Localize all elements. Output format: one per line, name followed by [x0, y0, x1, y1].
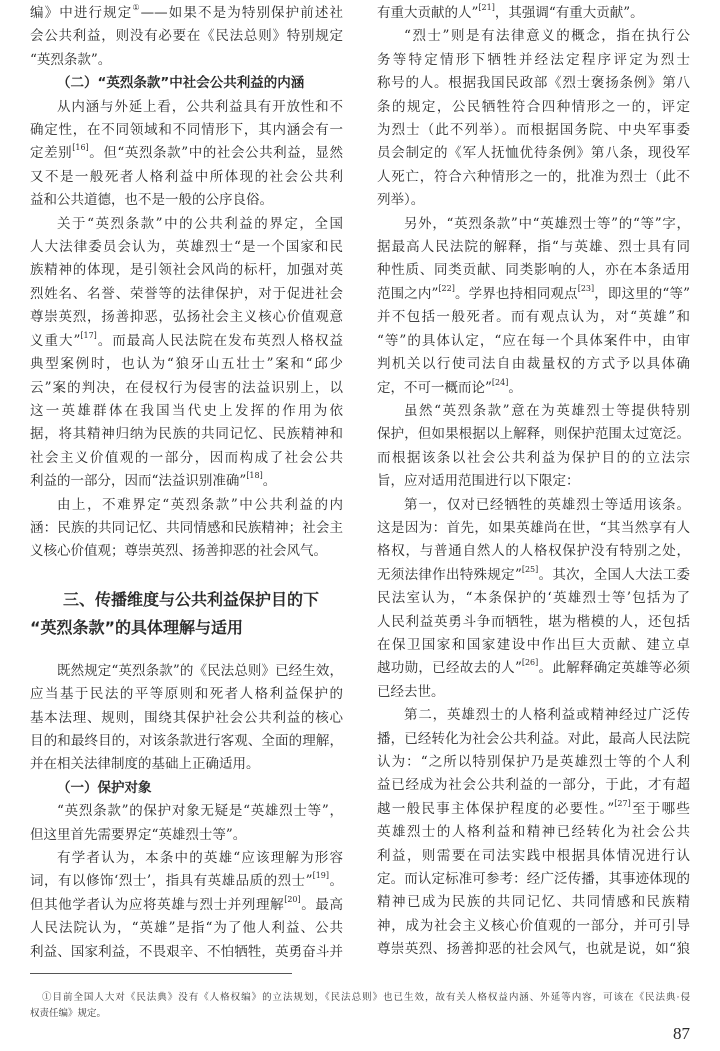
text-line: 这一英雄群体在我国当代史上发挥的作用为依 — [30, 402, 343, 419]
text-line: 定差别[16]。但“英烈条款”中的社会公共利益，显然 — [30, 143, 343, 162]
text-line: 人民法院认为，“英雄”是指“为了他人利益、公共 — [30, 920, 343, 937]
section-heading — [30, 586, 343, 642]
footnote — [30, 990, 690, 1022]
text-line: “等”的具体认定，“应在每一个具体案件中，由审 — [377, 332, 690, 349]
text-line: 播，已经转化为社会公共利益。对此，最高人民法院 — [377, 730, 690, 747]
text-line: 既然规定“英烈条款”的《民法总则》已经生效， — [57, 662, 343, 679]
text-line: 由上，不难界定“英烈条款”中公共利益的内 — [57, 496, 343, 513]
paragraph — [30, 660, 343, 777]
citation-marker: [25] — [521, 564, 539, 574]
text-line: 旨，应对适用范围进行以下限定： — [377, 473, 580, 490]
text-line: 精神已成为民族的共同记忆、共同情感和民族精 — [377, 894, 690, 911]
text-line: 条的规定，公民牺牲符合四种情形之一的，评定 — [377, 98, 690, 115]
paragraph — [30, 2, 343, 72]
text-line: 尊崇英烈、扬善抑恶的社会风气，也就是说，如“狼 — [377, 941, 690, 958]
citation-marker: [24] — [491, 377, 509, 387]
text-line: 越功勋，已经故去的人”[26]。此解释确定英雄等必须 — [377, 658, 690, 677]
text-line: 另外，“英烈条款”中“英雄烈士等”的“等”字， — [404, 215, 690, 232]
text-line: 列举）。 — [377, 192, 425, 209]
text-line: 人民利益英勇斗争而牺牲，堪为楷模的人，还包括 — [377, 613, 690, 630]
text-line: 在保卫国家和国家建设中作出巨大贡献、建立卓 — [377, 636, 690, 653]
paragraph — [30, 494, 343, 564]
text-line: 员会制定的《军人抚恤优待条例》第八条，现役军 — [377, 145, 690, 162]
footnote-separator — [30, 973, 292, 974]
footnote-line: 权责任编》规定。 — [30, 1008, 107, 1019]
text-line: 越一般民事主体保护程度的必要性。”[27]至于哪些 — [377, 798, 691, 817]
text-line: 而根据该条以社会公共利益为保护目的的立法宗 — [377, 449, 690, 466]
text-line: 确定性，在不同领域和不同情形下，其内涵会有一 — [30, 122, 343, 139]
citation-marker: [20] — [284, 894, 301, 904]
text-line: “英烈条款”。 — [30, 51, 112, 68]
text-line: 典型案例时，也认为“狼牙山五壮士”案和“邱少 — [30, 356, 343, 373]
text-line: 据，将其精神归纳为民族的共同记忆、民族精神和 — [30, 426, 343, 443]
text-line: 尊崇英烈，扬善抑恶，弘扬社会主义核心价值观意 — [30, 309, 343, 326]
text-line: 又不是一般死者人格利益中所体现的社会公共利 — [30, 168, 343, 185]
text-line: 务等特定情形下牺牲并经法定程序评定为烈士 — [377, 51, 690, 68]
paragraph — [377, 400, 690, 494]
text-line: 益和公共道德，也不是一般的公序良俗。 — [30, 192, 273, 209]
text-line: 应当基于民法的平等原则和死者人格利益保护的 — [30, 686, 343, 703]
text-line: 英雄烈士的人格利益和精神已经转化为社会公共 — [377, 824, 690, 841]
citation-marker: [17] — [80, 330, 97, 340]
text-line: 神，成为社会主义核心价值观的一部分，并可引导 — [377, 917, 690, 934]
text-line: 但其他学者认为应将英雄与烈士并列理解[20]。最高 — [30, 894, 344, 913]
text-line: 义重大”[17]。而最高人民法院在发布英烈人格权益 — [30, 330, 344, 349]
text-line: 益已经成为社会公共利益的一部分，于此，才有超 — [377, 777, 690, 794]
text-line: 据最高人民法院的解释，指“与英雄、烈士具有同 — [377, 239, 690, 256]
text-line: 这是因为：首先，如果英雄尚在世，“其当然享有人 — [377, 519, 690, 536]
citation-marker: [26] — [521, 658, 539, 668]
paragraph — [377, 2, 690, 25]
text-line: （二）“英烈条款”中社会公共利益的内涵 — [57, 75, 305, 92]
subsection-heading — [30, 72, 343, 95]
text-line: 关于“英烈条款”中的公共利益的界定，全国 — [57, 215, 343, 232]
text-line: 词，有以修饰‘烈士’，指具有英雄品质的烈士”[19]。 — [30, 871, 344, 890]
text-line: 认为：“之所以特别保护乃是英雄烈士等的个人利 — [377, 754, 690, 770]
text-line: 涵：民族的共同记忆、共同情感和民族精神；社会主 — [30, 519, 343, 536]
text-line: 族精神的体现，是引领社会风尚的标杆，加强对英 — [30, 262, 343, 279]
text-line: “烈士”则是有法律意义的概念，指在执行公 — [404, 28, 690, 45]
text-line: 第二，英雄烈士的人格利益或精神经过广泛传 — [404, 707, 690, 724]
citation-marker: [19] — [312, 871, 329, 881]
text-line: 但这里首先需要界定“英雄烈士等”。 — [30, 826, 247, 843]
text-line: 范围之内”[22]。学界也持相同观点[23]，即这里的“等” — [377, 283, 690, 302]
paragraph — [377, 213, 690, 400]
text-line: 并在相关法律制度的基础上正确适用。 — [30, 756, 260, 773]
text-line: 定，不可一概而论”[24]。 — [377, 377, 522, 396]
citation-marker: [27] — [614, 798, 631, 808]
text-line: 有学者认为，本条中的英雄“应该理解为形容 — [57, 850, 343, 866]
citation-marker: [22] — [438, 283, 455, 293]
text-line: 为烈士（此不列举）。而根据国务院、中央军事委 — [377, 122, 690, 139]
text-line: “英烈条款”的具体理解与适用 — [30, 617, 244, 637]
text-line: 并不包括一般死者。而有观点认为，对“英雄”和 — [377, 309, 690, 326]
text-line: 已经去世。 — [377, 683, 445, 700]
right-column — [377, 2, 690, 962]
text-line: 人死亡，符合六种情形之一的，批准为烈士（此不 — [377, 168, 690, 185]
subsection-heading — [30, 777, 343, 800]
text-line: 从内涵与外延上看，公共利益具有开放性和不 — [57, 98, 343, 115]
text-line: 基本法理、规则，围绕其保护社会公共利益的核心 — [30, 709, 343, 726]
paragraph — [377, 494, 690, 705]
text-line: 利益，则需要在司法实践中根据具体情况进行认 — [377, 847, 690, 864]
text-line: 人大法律委员会认为，英雄烈士“是一个国家和民 — [30, 239, 343, 256]
text-line: 民法室认为，“本条保护的‘英雄烈士等’包括为了 — [377, 590, 690, 607]
citation-marker: [21] — [478, 3, 495, 12]
text-line: 社会主义价值观的一部分，因而构成了社会公共 — [30, 449, 343, 466]
left-column — [30, 2, 343, 964]
text-line: （一）保护对象 — [57, 779, 152, 796]
text-line: 三、传播维度与公共利益保护目的下 — [63, 589, 320, 609]
citation-marker: [18] — [246, 471, 263, 481]
page-number: 87 — [673, 1024, 690, 1043]
text-line: 有重大贡献的人”[21]，其强调“有重大贡献”。 — [377, 3, 644, 21]
text-line: 第一，仅对已经牺牲的英雄烈士等适用该条。 — [404, 496, 690, 513]
text-line: 义核心价值观；尊崇英烈、扬善抑恶的社会风气。 — [30, 543, 327, 560]
paragraph — [30, 213, 343, 494]
citation-marker: [23] — [577, 283, 595, 293]
text-line: 利益、国家利益，不畏艰辛、不怕牺牲，英勇奋斗并 — [30, 943, 343, 960]
text-line: 种性质、同类贡献、同类影响的人，亦在本条适用 — [377, 262, 690, 279]
text-line: 云”案的判决，在侵权行为侵害的法益识别上，以 — [30, 379, 343, 396]
text-line: “英烈条款”的保护对象无疑是“英雄烈士等”， — [57, 803, 343, 820]
text-line: 保护，但如果根据以上解释，则保护范围太过宽泛。 — [377, 426, 690, 443]
text-line: 烈姓名、名誉、荣誉等的法律保护，对于促进社会 — [30, 285, 343, 302]
text-line: 利益的一部分，因而“法益识别准确”[18]。 — [30, 471, 277, 490]
text-line: 编》中进行规定①——如果不是为特别保护前述社 — [30, 3, 344, 21]
text-line: 定。而认定标准可参考：经广泛传播，其事迹体现的 — [377, 871, 690, 888]
citation-marker: ① — [132, 3, 141, 12]
paragraph — [30, 96, 343, 213]
footnote-line: ①目前全国人大对《民法典》没有《人格权编》的立法规划，《民法总则》也已生效，故有关人格权益内涵、外延等内容，可该在《民法典·侵 — [42, 992, 690, 1003]
text-line: 虽然“英烈条款”意在为英雄烈士等提供特别 — [404, 402, 690, 419]
text-line: 判机关以行使司法自由裁量权的方式予以具体确 — [377, 356, 690, 373]
paragraph — [30, 800, 343, 847]
text-line: 目的和最终目的，对该条款进行客观、全面的理解， — [30, 732, 343, 749]
paragraph — [30, 847, 343, 964]
text-line: 称号的人。根据我国民政部《烈士褒扬条例》第八 — [377, 75, 690, 92]
text-line: 格权，与普通自然人的人格权保护没有特别之处， — [377, 543, 690, 560]
paragraph — [377, 704, 690, 961]
text-line: 无须法律作出特殊规定”[25]。其次，全国人大法工委 — [377, 564, 690, 583]
text-line: 会公共利益，则没有必要在《民法总则》特别规定 — [30, 28, 343, 45]
citation-marker: [16] — [72, 143, 89, 153]
paragraph — [377, 25, 690, 212]
